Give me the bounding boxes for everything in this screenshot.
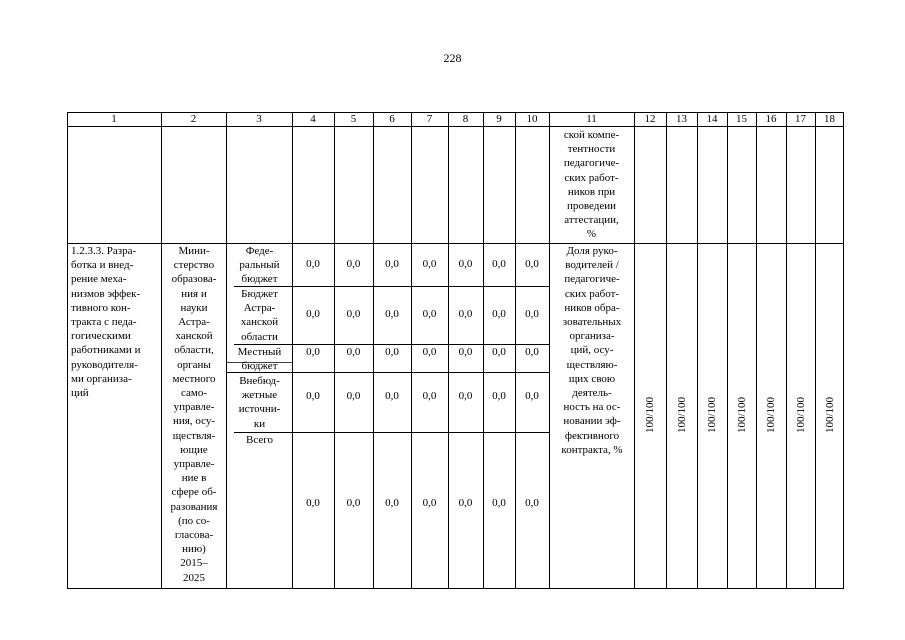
funding-value-cell: 0,0 [458,390,473,402]
source-extrabudget-label: Внебюд- жетные источни- ки [238,375,281,430]
funding-value-cell: 0,0 [385,308,399,320]
funding-value-cell: 0,0 [458,346,473,358]
funding-value-cell: 0,0 [422,497,437,509]
header-col-3: 3 [256,113,262,125]
funding-value-cell: 0,0 [458,258,473,270]
header-col-10: 10 [526,113,538,125]
funding-value-cell: 0,0 [385,346,399,358]
funding-value-cell: 0,0 [422,390,437,402]
target-value-cell: 100/100 [765,396,777,434]
header-col-8: 8 [462,113,469,125]
funding-value-cell: 0,0 [385,258,399,270]
funding-value-cell: 0,0 [525,497,539,509]
funding-value-cell: 0,0 [346,497,361,509]
source-local-label: Местный бюджет [237,346,282,373]
funding-value-cell: 0,0 [306,390,320,402]
header-col-17: 17 [795,113,806,125]
source-regional-label: Бюджет Астра- ханской области [240,288,279,343]
header-col-6: 6 [389,113,395,125]
funding-value-cell: 0,0 [346,258,361,270]
funding-value-cell: 0,0 [492,497,506,509]
header-col-9: 9 [496,113,502,125]
funding-value-cell: 0,0 [385,390,399,402]
target-value-cell: 100/100 [706,396,718,434]
header-col-1: 1 [111,113,117,125]
funding-value-cell: 0,0 [525,390,539,402]
header-col-15: 15 [736,113,747,125]
funding-value-cell: 0,0 [422,258,437,270]
target-value-cell: 100/100 [644,396,656,434]
header-col-16: 16 [765,113,777,125]
funding-value-cell: 0,0 [306,258,320,270]
funding-value-cell: 0,0 [525,308,539,320]
header-col-4: 4 [310,113,316,125]
continuation-text: ской компе- тентности педагогиче- ских работ- ников при проведеии аттестации, % [563,129,620,241]
responsible-body: Мини- стерство образова- ния и науки Астра- ханской области, органы местного само- управле- ния, осу- ществля- ющие управле- ние в сфере об- разования (по со- гласова- нию) 2015– 2025 [170,245,218,584]
target-value-cell: 100/100 [735,396,748,434]
target-value-cell: 100/100 [675,396,688,434]
header-col-2: 2 [190,113,197,125]
funding-value-cell: 0,0 [492,308,506,320]
header-col-18: 18 [824,113,835,125]
funding-value-cell: 0,0 [385,497,399,509]
funding-value-cell: 0,0 [492,346,506,358]
source-federal-label: Феде- ральный бюджет [239,245,280,286]
funding-value-cell: 0,0 [346,346,361,358]
source-total-label: Всего [246,434,273,446]
funding-value-cell: 0,0 [458,497,473,509]
funding-value-cell: 0,0 [458,308,473,320]
header-col-11: 11 [586,113,597,125]
target-value-cell: 100/100 [823,396,836,434]
funding-value-cell: 0,0 [346,308,361,320]
funding-value-cell: 0,0 [492,258,506,270]
funding-value-cell: 0,0 [306,346,320,358]
funding-value-cell: 0,0 [346,390,361,402]
funding-value-cell: 0,0 [422,308,437,320]
page-number: 228 [443,51,462,65]
funding-value-cell: 0,0 [306,497,320,509]
funding-value-cell: 0,0 [525,258,539,270]
funding-value-cell: 0,0 [525,346,539,358]
activity-description: 1.2.3.3. Разра- ботка и внед- рение меха- низмов эффек- тивного кон- тракта с педа- гогическими работниками и руководителя- ми организа- ций [71,245,141,400]
header-col-12: 12 [644,113,656,125]
funding-value-cell: 0,0 [422,346,437,358]
header-col-14: 14 [706,113,718,125]
indicator-text: Доля руко- водителей / педагогиче- ских работ- ников обра- зовательных организа- ций, осу- ществляю- щих свою деятель- ность на ос- новании эф- фективного контракта, % [561,245,623,456]
funding-value-cell: 0,0 [306,308,320,320]
header-col-5: 5 [350,113,357,125]
header-col-13: 13 [676,113,687,125]
target-value-cell: 100/100 [794,396,807,434]
header-col-7: 7 [426,113,433,125]
funding-value-cell: 0,0 [492,390,506,402]
